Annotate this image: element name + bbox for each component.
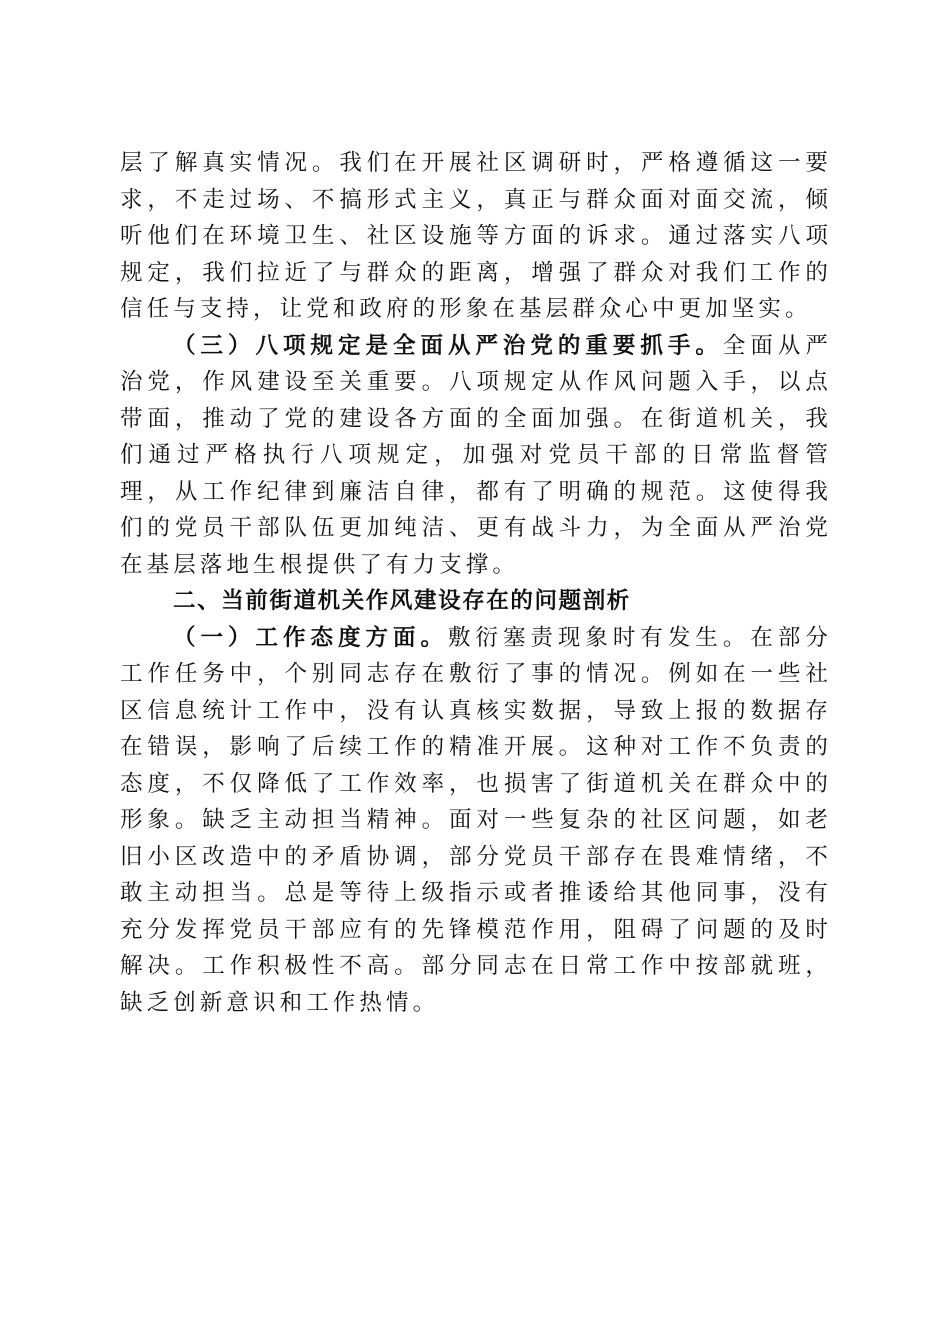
paragraph-continuation (120, 145, 832, 328)
paragraph-eight-rules-grasp (120, 328, 832, 584)
paragraph-text: 敷衍塞责现象时有发生。在部分工作任务中，个别同志存在敷衍了事的情况。例如在一些社区信息统计工作中，没有认真核实数据，导致上报的数据存在错误，影响了后续工作的精准开展。这种对工作不负责的态度，不仅降低了工作效率，也损害了街道机关在群众中的形象。缺乏主动担当精神。面对一些复杂的社区问题，如老旧小区改造中的矛盾协调，部分党员干部存在畏难情绪，不敢主动担当。总是等待上级指示或者推诿给其他同事，没有充分发挥党员干部应有的先锋模范作用，阻碍了问题的及时解决。工作积极性不高。部分同志在日常工作中按部就班，缺乏创新意识和工作热情。 (120, 624, 832, 1016)
section-heading: 二、当前街道机关作风建设存在的问题剖析 (173, 588, 631, 614)
paragraph-lead: （一）工作态度方面。 (173, 624, 448, 651)
paragraph-lead: （三）八项规定是全面从严治党的重要抓手。 (173, 332, 723, 359)
document-body (120, 145, 832, 1021)
paragraph-text: 全面从严治党，作风建设至关重要。八项规定从作风问题入手，以点带面，推动了党的建设各方面的全面加强。在街道机关，我们通过严格执行八项规定，加强对党员干部的日常监督管理，从工作纪律到廉洁自律，都有了明确的规范。这使得我们的党员干部队伍更加纯洁、更有战斗力，为全面从严治党在基层落地生根提供了有力支撑。 (120, 332, 832, 578)
paragraph-text: 层了解真实情况。我们在开展社区调研时，严格遵循这一要求，不走过场、不搞形式主义，真正与群众面对面交流，倾听他们在环境卫生、社区设施等方面的诉求。通过落实八项规定，我们拉近了与群众的距离，增强了群众对我们工作的信任与支持，让党和政府的形象在基层群众心中更加坚实。 (120, 150, 832, 322)
paragraph-work-attitude (120, 620, 832, 1022)
